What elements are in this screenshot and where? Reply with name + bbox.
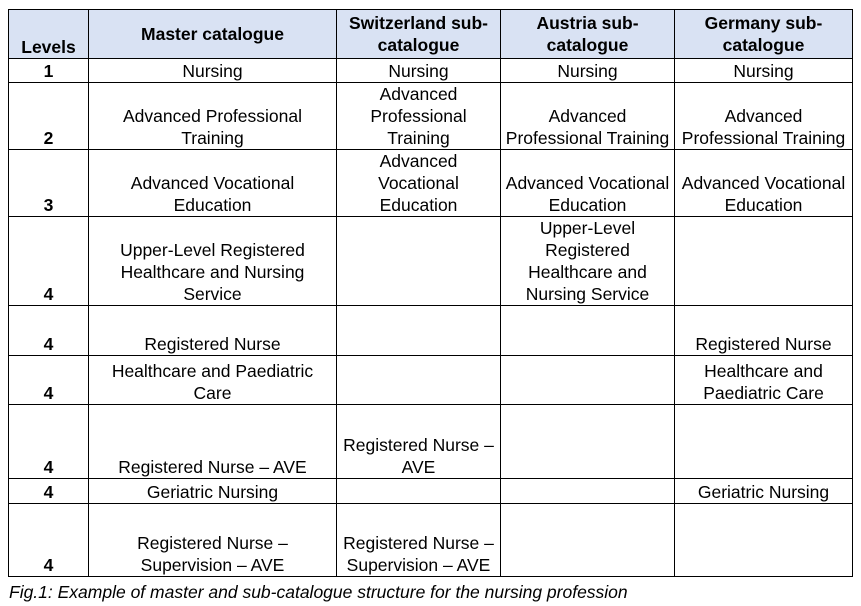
austria-cell	[501, 306, 675, 356]
header-levels: Levels	[9, 10, 89, 59]
switzerland-cell: Nursing	[337, 59, 501, 83]
header-switzerland-sub-catalogue: Switzerland sub-catalogue	[337, 10, 501, 59]
header-germany-sub-catalogue: Germany sub-catalogue	[675, 10, 853, 59]
catalogue-table	[8, 9, 853, 577]
table-row	[9, 217, 853, 306]
switzerland-cell	[337, 217, 501, 306]
switzerland-cell	[337, 479, 501, 504]
germany-cell: Advanced Professional Training	[675, 83, 853, 150]
level-cell: 4	[9, 356, 89, 405]
switzerland-cell: Registered Nurse – Supervision – AVE	[337, 504, 501, 577]
austria-cell: Upper-Level Registered Healthcare and Nursing Service	[501, 217, 675, 306]
level-cell: 4	[9, 217, 89, 306]
master-cell: Registered Nurse – Supervision – AVE	[89, 504, 337, 577]
header-austria-sub-catalogue: Austria sub-catalogue	[501, 10, 675, 59]
switzerland-cell: Advanced Professional Training	[337, 83, 501, 150]
master-cell: Advanced Professional Training	[89, 83, 337, 150]
level-cell: 4	[9, 479, 89, 504]
switzerland-cell	[337, 306, 501, 356]
austria-cell: Advanced Vocational Education	[501, 150, 675, 217]
austria-cell: Nursing	[501, 59, 675, 83]
table-row	[9, 479, 853, 504]
master-cell: Advanced Vocational Education	[89, 150, 337, 217]
level-cell: 3	[9, 150, 89, 217]
header-master-catalogue: Master catalogue	[89, 10, 337, 59]
germany-cell	[675, 217, 853, 306]
table-row	[9, 405, 853, 479]
germany-cell: Healthcare and Paediatric Care	[675, 356, 853, 405]
master-cell: Geriatric Nursing	[89, 479, 337, 504]
level-cell: 4	[9, 504, 89, 577]
switzerland-cell	[337, 356, 501, 405]
master-cell: Registered Nurse	[89, 306, 337, 356]
switzerland-cell: Advanced Vocational Education	[337, 150, 501, 217]
switzerland-cell: Registered Nurse – AVE	[337, 405, 501, 479]
germany-cell	[675, 504, 853, 577]
level-cell: 2	[9, 83, 89, 150]
austria-cell	[501, 356, 675, 405]
table-row	[9, 356, 853, 405]
germany-cell: Advanced Vocational Education	[675, 150, 853, 217]
germany-cell: Registered Nurse	[675, 306, 853, 356]
austria-cell	[501, 479, 675, 504]
table-row	[9, 150, 853, 217]
germany-cell: Nursing	[675, 59, 853, 83]
master-cell: Healthcare and Paediatric Care	[89, 356, 337, 405]
table-row	[9, 306, 853, 356]
level-cell: 1	[9, 59, 89, 83]
header-row	[9, 10, 853, 59]
germany-cell: Geriatric Nursing	[675, 479, 853, 504]
germany-cell	[675, 405, 853, 479]
level-cell: 4	[9, 306, 89, 356]
austria-cell	[501, 504, 675, 577]
austria-cell	[501, 405, 675, 479]
master-cell: Upper-Level Registered Healthcare and Nursing Service	[89, 217, 337, 306]
master-cell: Nursing	[89, 59, 337, 83]
table-row	[9, 83, 853, 150]
table-row	[9, 504, 853, 577]
level-cell: 4	[9, 405, 89, 479]
master-cell: Registered Nurse – AVE	[89, 405, 337, 479]
table-row	[9, 59, 853, 83]
austria-cell: Advanced Professional Training	[501, 83, 675, 150]
figure-caption: Fig.1: Example of master and sub-catalogue structure for the nursing profession	[9, 582, 628, 602]
